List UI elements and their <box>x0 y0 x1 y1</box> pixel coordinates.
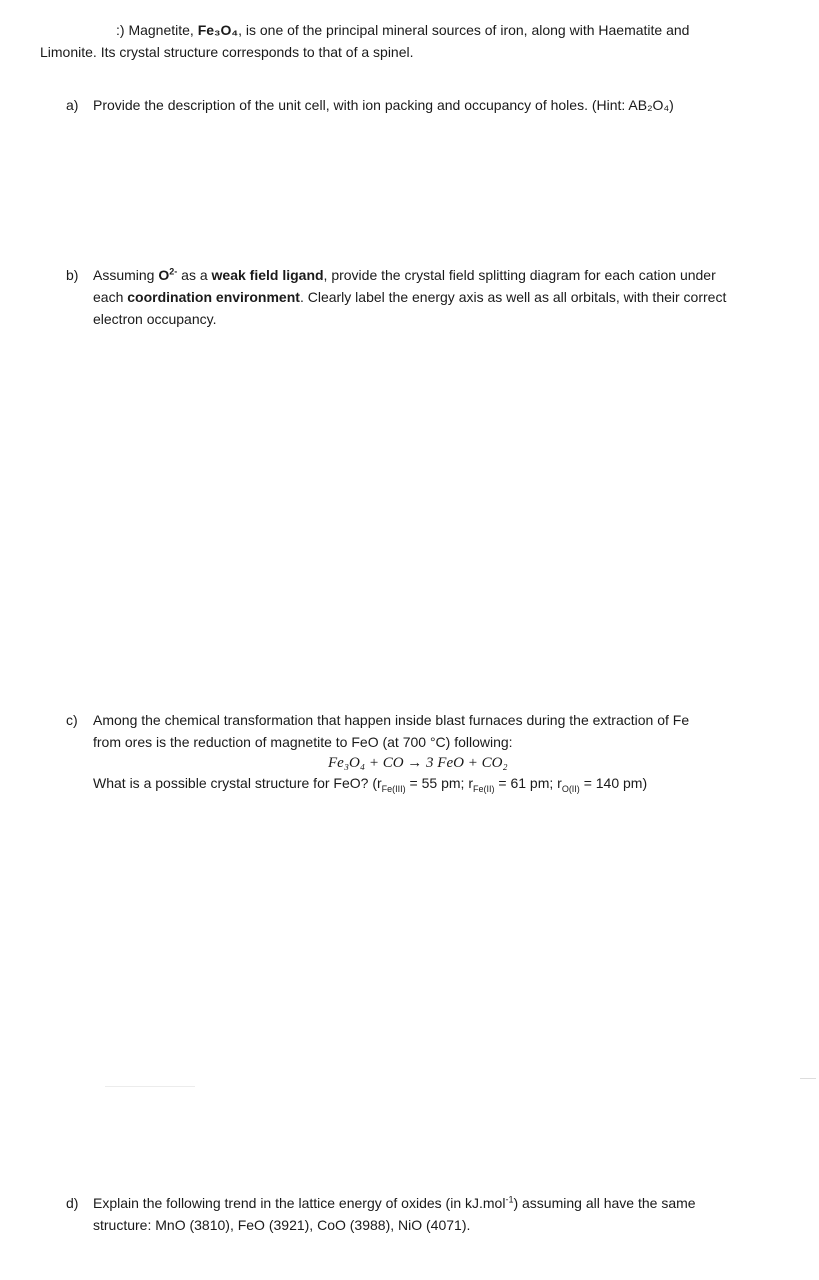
intro-text-1: Magnetite, <box>124 22 198 38</box>
radius-fe2: $r_{Fe(II)} = 61$ pm; <box>468 775 558 794</box>
part-c-question: What is a possible crystal structure for FeO? ($r_{Fe(III)} = 55$ pm; $r_{Fe(II)} = 61$ pm; $r_{O(II)} = 140$ pm) <box>93 775 648 794</box>
radius-fe3: $r_{Fe(III)} = 55$ pm; <box>376 775 469 794</box>
weak-field-ligand-term: weak field ligand <box>211 267 324 283</box>
scan-artifact-mark <box>800 1078 816 1079</box>
part-a-label: a) <box>66 97 79 113</box>
part-d-label: d) <box>66 1195 79 1211</box>
intro-text-2: , is one of the principal mineral sources of iron, along with Haematite and <box>238 22 690 38</box>
intro-line-1 <box>116 21 689 39</box>
part-b-line-2: each coordination environment. Clearly label the energy axis as well as all orbitals, with their correct <box>93 289 727 305</box>
scan-artifact-line <box>105 1086 195 1087</box>
part-d-line-2: structure: MnO (3810), FeO (3921), CoO (3988), NiO (4071). <box>93 1217 471 1233</box>
magnetite-formula: Fe₃O₄ <box>197 22 239 38</box>
part-b-line-3: electron occupancy. <box>93 311 217 327</box>
part-d-line-1: Explain the following trend in the lattice energy of oxides (in kJ.mol$^{-1}$) assuming all have the same <box>93 1194 696 1211</box>
reduction-equation: Fe₃O₄ + CO → 3 FeO + CO₂ <box>328 755 508 771</box>
question-marker: :) <box>116 22 125 38</box>
coordination-environment-term: coordination environment <box>127 289 300 305</box>
radius-o2: $r_{O(II)} = 140$ pm) <box>557 775 648 794</box>
part-c-line-1: Among the chemical transformation that happen inside blast furnaces during the extraction of Fe <box>93 712 690 728</box>
part-c-line-2: from ores is the reduction of magnetite to FeO (at 700 °C) following: <box>93 734 513 750</box>
part-c-label: c) <box>66 712 78 728</box>
intro-line-2: Limonite. Its crystal structure corresponds to that of a spinel. <box>40 44 414 60</box>
part-a-text: Provide the description of the unit cell, with ion packing and occupancy of holes. (Hint: AB₂O₄) <box>93 97 674 113</box>
part-b-label: b) <box>66 267 79 283</box>
part-b-line-1: Assuming $O^{2-}$ as a weak field ligand, provide the crystal field splitting diagram for each cation under <box>93 266 716 283</box>
oxide-ion: $O^{2-}$ <box>158 266 178 283</box>
